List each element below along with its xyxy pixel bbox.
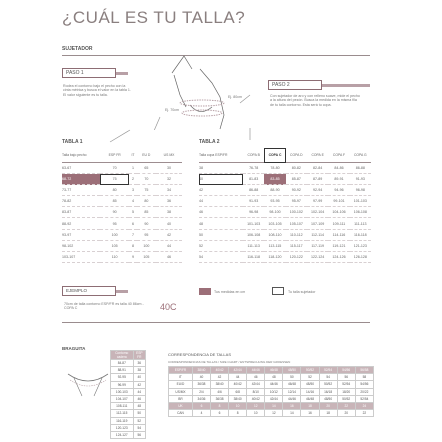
- table1-header: US MX: [156, 148, 182, 163]
- table1-header: IT: [129, 148, 136, 163]
- cell: 124-126: [328, 251, 349, 262]
- cell: 88-92: [62, 218, 100, 229]
- cell: 8: [129, 240, 136, 251]
- cell: 81-83: [243, 174, 264, 185]
- cell: 110: [100, 251, 129, 262]
- cell: 4/6: [211, 388, 229, 395]
- cell: 124-127: [111, 431, 134, 438]
- cell: 114-116: [328, 229, 349, 240]
- cell: 120-122: [286, 251, 307, 262]
- table-row: [62, 229, 182, 240]
- cell: 87-89: [307, 174, 328, 185]
- cell: 93-97: [62, 229, 100, 240]
- cell: CAN: [169, 410, 193, 417]
- cell: 40: [156, 218, 182, 229]
- cell: 86-88: [350, 163, 371, 174]
- cell: 46: [156, 251, 182, 262]
- cell: 90: [100, 207, 129, 218]
- table-row: [169, 410, 374, 417]
- table-row: [111, 367, 146, 374]
- page-title: ¿CUÁL ES TU TALLA?: [62, 8, 246, 27]
- table1-header: EU D: [137, 148, 157, 163]
- cell: 95: [100, 218, 129, 229]
- cell-selected: 40: [199, 174, 243, 185]
- table-row: [62, 218, 182, 229]
- table2-header: COPA G: [350, 148, 371, 163]
- cell: 12: [265, 410, 283, 417]
- cell: 95-97: [286, 196, 307, 207]
- cell: 18: [301, 402, 319, 409]
- section-divider: [62, 322, 370, 323]
- section-brief-heading: BRAGUITA: [62, 346, 86, 351]
- cell: 105: [100, 240, 129, 251]
- table2-title: TABLA 2: [199, 139, 220, 145]
- cell: 82-84: [307, 163, 328, 174]
- cell: 44: [156, 240, 182, 251]
- cell: 48/50: [283, 367, 301, 374]
- cell: 22: [355, 410, 373, 417]
- cell: 52/54: [337, 381, 355, 388]
- cell: 85-87: [286, 174, 307, 185]
- step1-label: PASO 1: [62, 68, 116, 78]
- cell: 14/16: [301, 388, 319, 395]
- table-row: [62, 185, 182, 196]
- cell: 84-87: [111, 360, 134, 367]
- cell: 46: [199, 207, 243, 218]
- cell: 48/50: [319, 395, 337, 402]
- cell: 6: [192, 402, 210, 409]
- brief-diagram: [66, 370, 110, 400]
- cell: 16/18: [319, 388, 337, 395]
- cell: 121-123: [350, 240, 371, 251]
- cell-highlight: 68-72: [62, 174, 100, 185]
- table-row: [111, 388, 146, 395]
- cell: 54/56: [337, 367, 355, 374]
- correspondence-title: CORRESPONDENCIA DE TALLAS: [168, 352, 231, 357]
- cell: 96-98: [350, 185, 371, 196]
- table-row: [111, 395, 146, 402]
- cell: 54: [199, 251, 243, 262]
- cell: 91-93: [243, 196, 264, 207]
- cell: 44/46: [247, 367, 265, 374]
- cell: 108-110: [264, 229, 285, 240]
- cell: 117-119: [307, 240, 328, 251]
- cell: 101-103: [243, 218, 264, 229]
- cell: 44: [229, 374, 247, 381]
- cell: 106-108: [243, 229, 264, 240]
- cell: 6/8: [229, 388, 247, 395]
- cell: 42/44: [265, 395, 283, 402]
- cell: 70: [100, 163, 129, 174]
- cell: 85: [137, 207, 157, 218]
- brief-header: Contorno cadera: [111, 351, 134, 360]
- cell: 63-67: [62, 163, 100, 174]
- cell: 42: [156, 229, 182, 240]
- cell: 46: [133, 395, 145, 402]
- body-diagram: [140, 55, 260, 130]
- cell: 48: [199, 218, 243, 229]
- table1-header: Talla bajo pecho: [62, 148, 100, 163]
- table-row: [199, 207, 371, 218]
- correspondence-table: [168, 366, 374, 417]
- cell: 40: [133, 374, 145, 381]
- cell: 1: [129, 163, 136, 174]
- cell: 30: [156, 163, 182, 174]
- table-row: [169, 388, 374, 395]
- table2-header: COPA B: [243, 148, 264, 163]
- table2-header: Talla copa ESP/FR: [199, 148, 243, 163]
- cell: 46: [247, 374, 265, 381]
- cell: 22: [337, 402, 355, 409]
- cell: 42: [199, 185, 243, 196]
- cell: 96-98: [243, 207, 264, 218]
- cell: 97-99: [307, 196, 328, 207]
- cell: 100: [137, 240, 157, 251]
- cell: 90-92: [286, 185, 307, 196]
- cell: 92-94: [307, 185, 328, 196]
- cell: 3: [129, 185, 136, 196]
- table-row: [111, 424, 146, 431]
- cell: 46/48: [265, 367, 283, 374]
- table-row: [111, 403, 146, 410]
- cell: 111-113: [243, 240, 264, 251]
- table-row: [62, 207, 182, 218]
- cell: 120-123: [111, 424, 134, 431]
- cell: EU/D: [169, 381, 193, 388]
- cell: UK: [169, 402, 193, 409]
- cell: 38: [133, 367, 145, 374]
- table-row: [199, 196, 371, 207]
- cell: 48: [133, 403, 145, 410]
- cell: 48/50: [301, 381, 319, 388]
- cell: 105: [137, 251, 157, 262]
- cell: 34: [156, 185, 182, 196]
- cell: 84-86: [328, 163, 349, 174]
- cell: 44: [199, 196, 243, 207]
- cell: 42/44: [247, 381, 265, 388]
- cell: 38: [199, 163, 243, 174]
- cell: 78-82: [62, 196, 100, 207]
- legend-measures: Tus medidas en cm: [214, 290, 246, 294]
- table-row: [169, 402, 374, 409]
- cell: 75: [137, 185, 157, 196]
- cell: 126-128: [350, 251, 371, 262]
- cell: 112-114: [307, 229, 328, 240]
- cell: 122-124: [307, 251, 328, 262]
- cell: 105-107: [286, 218, 307, 229]
- cell: 18/20: [337, 388, 355, 395]
- cell: 38: [156, 207, 182, 218]
- cell: 54: [319, 374, 337, 381]
- table-row: [169, 367, 374, 374]
- diagram-label-a: Ej. 80cm: [228, 95, 242, 99]
- table-row: [199, 163, 371, 174]
- table-row: [111, 374, 146, 381]
- table-row: [199, 229, 371, 240]
- cell: 90: [137, 218, 157, 229]
- cell: 54/56: [355, 381, 373, 388]
- cell: 89-91: [328, 174, 349, 185]
- cell: 8/10: [247, 388, 265, 395]
- table-row: [199, 174, 371, 185]
- cell: 7: [129, 229, 136, 240]
- cell: 24: [355, 402, 373, 409]
- cell: 104-106: [328, 207, 349, 218]
- cell: 34/36: [192, 395, 210, 402]
- cell: 110-112: [286, 229, 307, 240]
- table-row: [169, 381, 374, 388]
- cell: 103-105: [264, 218, 285, 229]
- cell: 42/44: [229, 367, 247, 374]
- cell: 50: [199, 229, 243, 240]
- cell: 20: [337, 410, 355, 417]
- table1: [62, 148, 182, 263]
- cell: 50/52: [319, 381, 337, 388]
- cell: 5: [129, 207, 136, 218]
- cell: 44/46: [283, 395, 301, 402]
- step2-bar: [322, 84, 370, 87]
- cell: 100-102: [286, 207, 307, 218]
- cell: 88-91: [111, 367, 134, 374]
- cell: 32: [156, 174, 182, 185]
- table-row: [111, 410, 146, 417]
- cell: 50/52: [337, 395, 355, 402]
- correspondence-subtitle: CORRESPONDENCIAS DE TALLAS / SIZE CHART / ENTSPRECHUNG DER GROESSEN: [168, 360, 291, 364]
- step1-text: Rodea el contorno bajo el pecho con la cinta métrica y busca el valor en la tabla 1. El valor siguiente es tu talla.: [63, 84, 131, 97]
- cell: 100: [100, 229, 129, 240]
- cell: 102-104: [307, 207, 328, 218]
- table-row: [199, 218, 371, 229]
- cell: 52: [301, 374, 319, 381]
- table2-header-selected: COPA C: [264, 148, 285, 163]
- cell: 36: [156, 196, 182, 207]
- table-row: [62, 196, 182, 207]
- cell: 100-103: [111, 388, 134, 395]
- table-row: [62, 174, 182, 185]
- cell: 76-78: [243, 163, 264, 174]
- cell: 50/52: [301, 367, 319, 374]
- cell: 6: [129, 218, 136, 229]
- cell: 14: [265, 402, 283, 409]
- cell: 48: [265, 374, 283, 381]
- cell: 93-95: [264, 196, 285, 207]
- cell-selected: 75: [100, 174, 129, 185]
- cell: 83-87: [62, 207, 100, 218]
- step1-bar: [116, 72, 128, 75]
- legend-size: Tu talla sujetador: [288, 290, 316, 294]
- cell: 86-88: [243, 185, 264, 196]
- cell: 119-121: [328, 240, 349, 251]
- cell: 52/54: [319, 367, 337, 374]
- cell: 88-90: [264, 185, 285, 196]
- cell: 80: [100, 185, 129, 196]
- cell: 40/42: [229, 381, 247, 388]
- cell: 113-115: [264, 240, 285, 251]
- table1-header: ESP FR: [100, 148, 129, 163]
- cell: 10: [229, 402, 247, 409]
- cell: 95: [137, 229, 157, 240]
- cell: 40/42: [211, 367, 229, 374]
- cell: 44: [133, 388, 145, 395]
- cell: 94-96: [328, 185, 349, 196]
- cell: IT: [169, 374, 193, 381]
- cell: 2: [129, 174, 136, 185]
- cell: 78-80: [264, 163, 285, 174]
- example-bar: [116, 290, 128, 293]
- cell: 46/48: [283, 381, 301, 388]
- cell: 8: [211, 402, 229, 409]
- cell: 4: [129, 196, 136, 207]
- diagram-arrows: [100, 128, 280, 148]
- table-row: [199, 185, 371, 196]
- cell: 36: [133, 360, 145, 367]
- cell: 96-99: [111, 381, 134, 388]
- cell: 12/14: [283, 388, 301, 395]
- brief-table: [110, 350, 146, 439]
- cell: 80-82: [286, 163, 307, 174]
- cell: 50: [133, 410, 145, 417]
- table-row: [62, 240, 182, 251]
- table2-header: COPA E: [307, 148, 328, 163]
- table-row: [199, 240, 371, 251]
- table-row: [111, 360, 146, 367]
- cell: 98-102: [62, 240, 100, 251]
- cell: BR: [169, 395, 193, 402]
- table-row: [62, 163, 182, 174]
- cell: 107-109: [307, 218, 328, 229]
- table2-header: COPA D: [286, 148, 307, 163]
- cell: 10: [247, 410, 265, 417]
- cell: 58: [355, 374, 373, 381]
- step2-label: PASO 2: [268, 80, 322, 90]
- cell: 103-107: [62, 251, 100, 262]
- cell: 16: [301, 410, 319, 417]
- cell: 85: [100, 196, 129, 207]
- cell: 115-117: [286, 240, 307, 251]
- cell: 4: [192, 410, 210, 417]
- cell-highlight: 83-85: [264, 174, 285, 185]
- cell: 56: [133, 431, 145, 438]
- cell: 10/12: [265, 388, 283, 395]
- cell: 16: [283, 402, 301, 409]
- cell: 42: [133, 381, 145, 388]
- cell: 111-113: [350, 218, 371, 229]
- cell: 44/46: [265, 381, 283, 388]
- cell: 108-111: [111, 403, 134, 410]
- cell: 109-111: [328, 218, 349, 229]
- table2-header: COPA F: [328, 148, 349, 163]
- brief-header: ESP FR: [133, 351, 145, 360]
- table2: [199, 148, 371, 263]
- cell: 54: [133, 424, 145, 431]
- table-row: [169, 374, 374, 381]
- legend-size-swatch: [272, 287, 284, 295]
- example-result: 40C: [160, 302, 177, 312]
- cell: 18: [319, 410, 337, 417]
- cell: 20/22: [355, 388, 373, 395]
- diagram-label-b: Ej. 70cm: [165, 108, 179, 112]
- cell: 116-119: [111, 417, 134, 424]
- cell: 73-77: [62, 185, 100, 196]
- cell: 56/58: [355, 367, 373, 374]
- cell: 6: [211, 410, 229, 417]
- cell: 14: [283, 410, 301, 417]
- table-row: [111, 381, 146, 388]
- cell: 40: [192, 374, 210, 381]
- section-bra-heading: SUJETADOR: [62, 46, 93, 52]
- cell: 116-118: [243, 251, 264, 262]
- cell: 106-108: [350, 207, 371, 218]
- table-row: [199, 251, 371, 262]
- legend-measures-swatch: [199, 288, 211, 295]
- cell: 40/42: [247, 395, 265, 402]
- cell: US/MX: [169, 388, 193, 395]
- cell: 65: [137, 163, 157, 174]
- table-row: [111, 431, 146, 438]
- cell: 92-95: [111, 374, 134, 381]
- cell: 80: [137, 196, 157, 207]
- cell: 101-103: [350, 196, 371, 207]
- cell: 12: [247, 402, 265, 409]
- cell: 50: [283, 374, 301, 381]
- cell: 42: [211, 374, 229, 381]
- cell: 56: [337, 374, 355, 381]
- cell: 104-107: [111, 395, 134, 402]
- cell: 2/4: [192, 388, 210, 395]
- cell: 36/38: [192, 381, 210, 388]
- table-row: [62, 251, 182, 262]
- table1-title: TABLA 1: [62, 139, 83, 145]
- table-row: [111, 417, 146, 424]
- cell: 98-100: [264, 207, 285, 218]
- cell: 112-115: [111, 410, 134, 417]
- cell: 9: [129, 251, 136, 262]
- cell: ESP/FR: [169, 367, 193, 374]
- table-row: [169, 395, 374, 402]
- cell: 91-93: [350, 174, 371, 185]
- step2-text: Con sujetador de aro y con relleno suave, mide el pecho a la altura del pezón. Busca la medida en la misma fila de tu talla contorno. Esta será tu copa.: [270, 94, 360, 107]
- example-label: EJEMPLO: [62, 286, 116, 296]
- cell: 118-120: [264, 251, 285, 262]
- cell: 70: [137, 174, 157, 185]
- cell: 46/48: [301, 395, 319, 402]
- cell: 52: [133, 417, 145, 424]
- example-text: 70cm de talla contorno ESP/FR es talla 40 86cm - COPA C: [64, 302, 144, 311]
- cell: 38/40: [192, 367, 210, 374]
- cell: 52/54: [355, 395, 373, 402]
- cell: 8: [229, 410, 247, 417]
- cell: 99-101: [328, 196, 349, 207]
- cell: 38/40: [229, 395, 247, 402]
- cell: 38/40: [211, 381, 229, 388]
- cell: 52: [199, 240, 243, 251]
- cell: 36/38: [211, 395, 229, 402]
- cell: 20: [319, 402, 337, 409]
- cell: 116-118: [350, 229, 371, 240]
